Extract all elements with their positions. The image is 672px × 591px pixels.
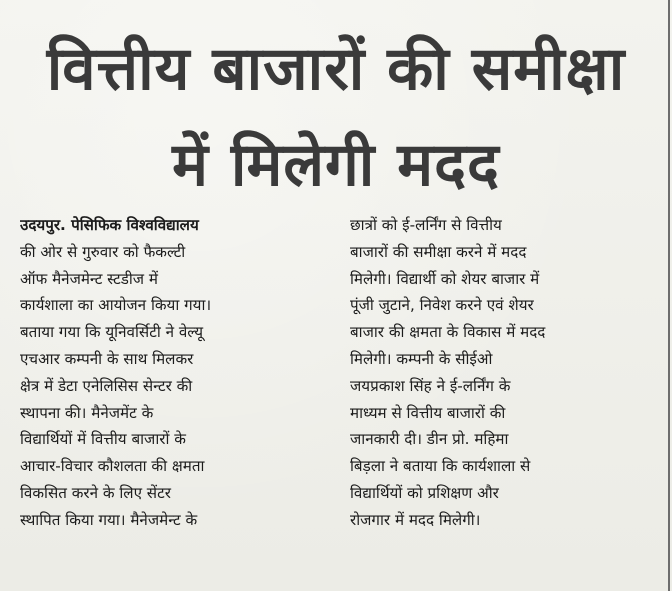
body-line: की ओर से गुरुवार को फैकल्टी (20, 242, 186, 261)
headline-line-1: वित्तीय बाजारों की समीक्षा (46, 34, 626, 104)
body-line: उदयपुर. पेसिफिक विश्वविद्यालय (20, 216, 199, 234)
body-line: बाजारों की समीक्षा करने में मदद (350, 242, 527, 261)
body-line: मिलेगी। कम्पनी के सीईओ (350, 349, 493, 368)
body-line: रोजगार में मदद मिलेगी। (350, 510, 481, 529)
body-line: आचार-विचार कौशलता की क्षमता (20, 457, 205, 476)
body-line: ऑफ मैनेजमेन्ट स्टडीज में (20, 269, 158, 288)
body-line: जानकारी दी। डीन प्रो. महिमा (350, 430, 509, 449)
headline-line-2: में मिलेगी मदद (172, 130, 500, 200)
body-line: विकसित करने के लिए सेंटर (20, 483, 171, 502)
body-line: स्थापना की। मैनेजमेंट के (20, 403, 154, 422)
body-line: मिलेगी। विद्यार्थी को शेयर बाजार में (350, 269, 540, 288)
body-line: पूंजी जुटाने, निवेश करने एवं शेयर (350, 296, 534, 315)
body-line: बाजार की क्षमता के विकास में मदद (350, 323, 546, 342)
body-line: स्थापित किया गया। मैनेजमेन्ट के (20, 510, 198, 529)
body-line: कार्यशाला का आयोजन किया गया। (20, 296, 212, 315)
article-column-right (350, 212, 648, 534)
body-line: जयप्रकाश सिंह ने ई-लर्निंग के (350, 376, 511, 395)
body-line: माध्यम से वित्तीय बाजारों की (350, 403, 506, 422)
body-line: एचआर कम्पनी के साथ मिलकर (20, 349, 194, 368)
body-line: बताया गया कि यूनिवर्सिटी ने वेल्यू (20, 323, 204, 342)
article-column-left (20, 212, 326, 534)
body-line: विद्यार्थियों में वित्तीय बाजारों के (20, 430, 186, 449)
clipping-edge (668, 0, 670, 591)
body-line: छात्रों को ई-लर्निंग से वित्तीय (350, 216, 502, 234)
body-line: क्षेत्र में डेटा एनेलिसिस सेन्टर की (20, 376, 193, 395)
body-line: विद्यार्थियों को प्रशिक्षण और (350, 483, 499, 502)
body-line: बिड़ला ने बताया कि कार्यशाला से (350, 457, 531, 476)
